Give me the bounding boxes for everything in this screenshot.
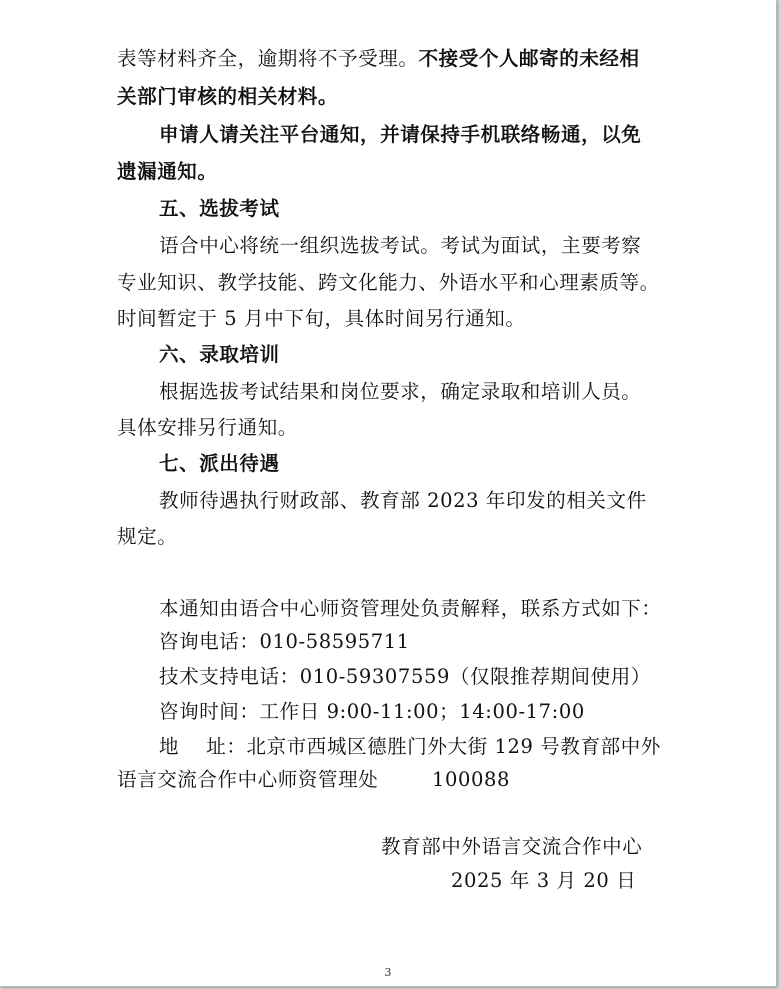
paragraph-materials-line-2: 关部门审核的相关材料。	[117, 85, 339, 108]
section-training-line-1: 根据选拔考试结果和岗位要求，确定录取和培训人员。	[159, 380, 642, 403]
signature-organization: 教育部中外语言交流合作中心	[381, 835, 643, 858]
section-heading-benefits: 七、派出待遇	[159, 452, 280, 475]
page-number: 3	[384, 966, 392, 979]
contact-address-line-1: 地 址：北京市西城区德胜门外大街 129 号教育部中外	[159, 735, 661, 758]
materials-no-mail-text: 不接受个人邮寄的未经相	[418, 47, 640, 70]
contact-phone: 咨询电话：010-58595711	[159, 630, 410, 653]
paragraph-notice-line-2: 遗漏通知。	[117, 160, 218, 183]
paragraph-materials-line-1	[117, 44, 640, 74]
section-exam-line-2: 专业知识、教学技能、跨文化能力、外语水平和心理素质等。	[117, 271, 660, 294]
section-heading-selection-exam: 五、选拔考试	[159, 197, 280, 220]
contact-tech-support-phone: 技术支持电话：010-59307559（仅限推荐期间使用）	[159, 665, 651, 688]
paragraph-notice-line-1: 申请人请关注平台通知，并请保持手机联络畅通，以免	[159, 123, 642, 146]
section-training-line-2: 具体安排另行通知。	[117, 416, 298, 439]
contact-address-line-2: 语言交流合作中心师资管理处	[117, 768, 379, 791]
section-benefits-line-2: 规定。	[117, 525, 178, 548]
section-exam-line-1: 语合中心将统一组织选拔考试。考试为面试，主要考察	[159, 234, 642, 257]
section-heading-admission-training: 六、录取培训	[159, 343, 280, 366]
contact-intro: 本通知由语合中心师资管理处负责解释，联系方式如下：	[159, 597, 662, 620]
materials-deadline-text: 表等材料齐全，逾期将不予受理。	[117, 47, 419, 70]
section-exam-line-3: 时间暂定于 5 月中下旬，具体时间另行通知。	[117, 307, 526, 330]
section-benefits-line-1: 教师待遇执行财政部、教育部 2023 年印发的相关文件	[159, 489, 647, 512]
signature-date: 2025 年 3 月 20 日	[451, 869, 637, 892]
contact-postcode: 100088	[432, 768, 511, 791]
contact-hours: 咨询时间：工作日 9:00-11:00；14:00-17:00	[159, 700, 585, 723]
